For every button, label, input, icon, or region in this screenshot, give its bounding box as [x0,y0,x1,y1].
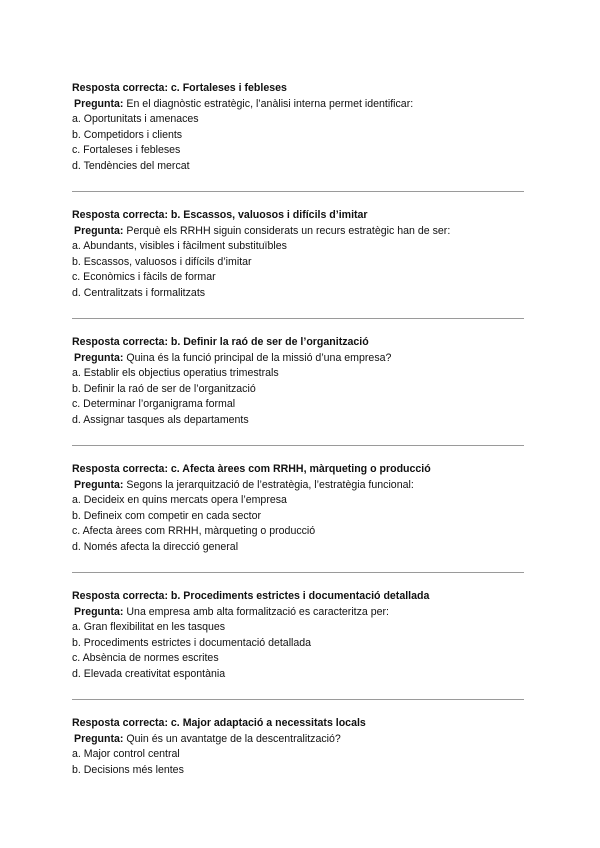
question-line [74,224,524,240]
question-text: Quina és la funció principal de la missió d’una empresa? [126,351,392,364]
question-line [74,732,524,748]
option-b: b. Competidors i clients [72,128,183,141]
divider [72,445,524,446]
question-block [72,208,524,335]
question-text: Quin és un avantatge de la descentralització? [126,732,341,745]
correct-answer: Resposta correcta: b. Escassos, valuosos i difícils d’imitar [72,209,368,221]
question-prefix: Pregunta: [74,478,124,491]
divider [72,318,524,319]
correct-answer: Resposta correcta: c. Major adaptació a necessitats locals [72,717,366,729]
divider [72,572,524,573]
question-text: Perquè els RRHH siguin considerats un recurs estratègic han de ser: [126,224,451,237]
option-d: d. Assignar tasques als departaments [72,413,249,426]
question-line [74,478,524,494]
question-prefix: Pregunta: [74,224,124,237]
option-a: a. Major control central [72,748,180,760]
option-c: c. Afecta àrees com RRHH, màrqueting o producció [72,525,316,537]
question-block [72,716,524,843]
question-block [72,81,524,208]
option-c: c. Determinar l’organigrama formal [72,398,236,410]
correct-answer: Resposta correcta: b. Definir la raó de ser de l’organització [72,336,369,348]
option-b: b. Procediments estrictes i documentació detallada [72,636,312,649]
question-block [72,335,524,462]
option-b: b. Decisions més lentes [72,763,184,776]
question-block [72,462,524,589]
divider [72,699,524,700]
option-a: a. Establir els objectius operatius trimestrals [72,367,279,379]
question-prefix: Pregunta: [74,732,124,745]
option-d: d. Tendències del mercat [72,159,190,172]
option-c: c. Absència de normes escrites [72,652,219,664]
option-b: b. Escassos, valuosos i difícils d’imitar [72,255,252,268]
correct-answer: Resposta correcta: c. Afecta àrees com RRHH, màrqueting o producció [72,463,431,475]
question-text: Una empresa amb alta formalització es caracteritza per: [126,605,390,618]
divider [72,191,524,192]
question-block [72,589,524,716]
question-line [74,605,524,621]
option-a: a. Decideix en quins mercats opera l’empresa [72,494,287,506]
option-a: a. Gran flexibilitat en les tasques [72,621,226,633]
option-c: c. Fortaleses i febleses [72,144,181,156]
question-text: Segons la jerarquització de l’estratègia, l’estratègia funcional: [126,478,414,491]
correct-answer: Resposta correcta: b. Procediments estrictes i documentació detallada [72,590,430,602]
question-line [74,97,524,113]
option-c: c. Econòmics i fàcils de formar [72,271,216,283]
correct-answer: Resposta correcta: c. Fortaleses i febleses [72,82,287,94]
document-page [72,81,524,843]
question-prefix: Pregunta: [74,605,124,618]
option-d: d. Només afecta la direcció general [72,540,239,553]
option-b: b. Definir la raó de ser de l’organització [72,382,256,395]
question-line [74,351,524,367]
option-b: b. Defineix com competir en cada sector [72,509,262,522]
question-prefix: Pregunta: [74,351,124,364]
option-a: a. Oportunitats i amenaces [72,113,199,125]
option-d: d. Elevada creativitat espontània [72,667,226,680]
option-d: d. Centralitzats i formalitzats [72,286,206,299]
question-prefix: Pregunta: [74,97,124,110]
option-a: a. Abundants, visibles i fàcilment substituïbles [72,240,287,252]
question-text: En el diagnòstic estratègic, l’anàlisi interna permet identificar: [126,97,414,110]
